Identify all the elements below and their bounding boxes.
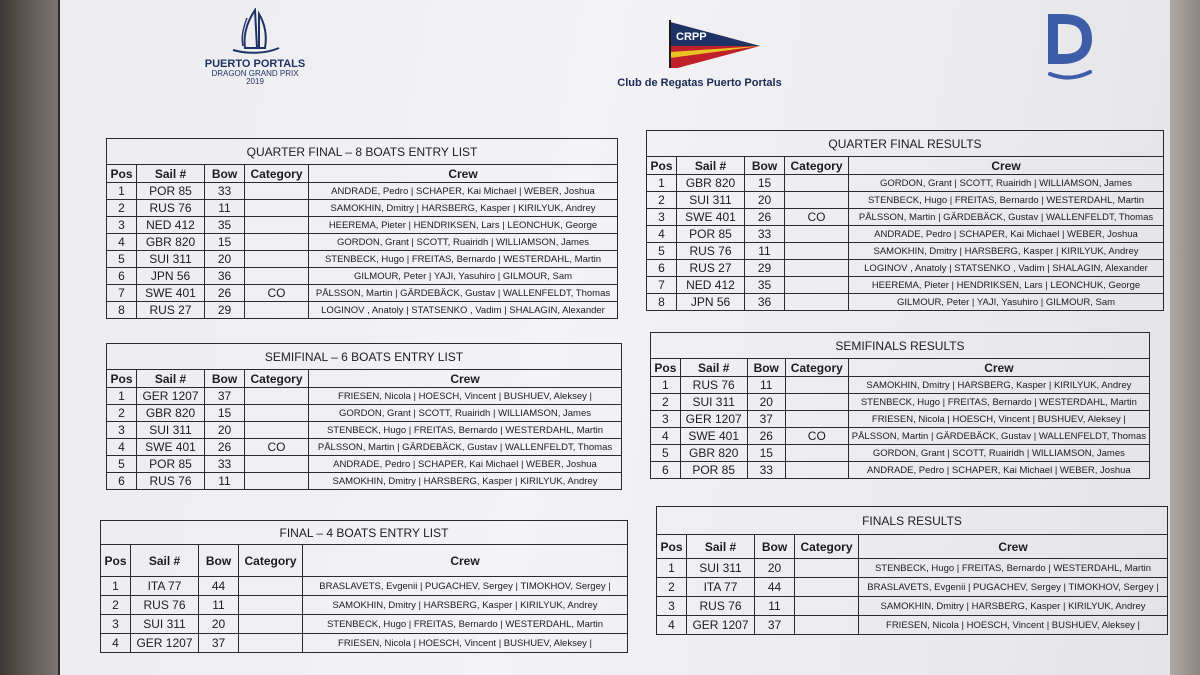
dgp-logo-title: PUERTO PORTALS [204,58,306,70]
table-row [651,411,1150,428]
bow-number-cell: 11 [205,200,245,217]
category-cell [245,388,309,405]
category-cell [785,192,849,209]
position-cell: 2 [107,405,137,422]
table-row [107,234,618,251]
position-cell: 5 [107,456,137,473]
crew-cell: SAMOKHIN, Dmitry | HARSBERG, Kasper | KIRILYUK, Andrey [848,377,1149,394]
position-cell: 1 [651,377,681,394]
table-row [107,456,622,473]
category-cell [785,226,849,243]
position-cell: 4 [651,428,681,445]
table-row [647,209,1164,226]
position-cell: 4 [647,226,677,243]
position-cell: 8 [107,302,137,319]
category-cell [245,302,309,319]
sail-number-cell: RUS 76 [687,597,755,616]
sail-number-cell: SWE 401 [677,209,745,226]
col-header-bow: Bow [205,370,245,388]
table-row [107,439,622,456]
bow-number-cell: 35 [205,217,245,234]
table-row [657,559,1168,578]
position-cell: 1 [101,577,131,596]
sail-number-cell: RUS 76 [680,377,747,394]
col-header-bow: Bow [205,165,245,183]
sail-number-cell: GBR 820 [680,445,747,462]
crew-cell: HEEREMA, Pieter | HENDRIKSEN, Lars | LEONCHUK, George [309,217,618,234]
position-cell: 5 [647,243,677,260]
category-cell [239,577,303,596]
dragon-grand-prix-logo [200,8,310,86]
crew-cell: GORDON, Grant | SCOTT, Ruairidh | WILLIAMSON, James [848,445,1149,462]
category-cell [785,243,849,260]
bow-number-cell: 35 [745,277,785,294]
sail-number-cell: GER 1207 [137,388,205,405]
sail-number-cell: SWE 401 [137,285,205,302]
bow-number-cell: 33 [747,462,785,479]
category-cell: CO [245,439,309,456]
crew-cell: STENBECK, Hugo | FREITAS, Bernardo | WESTERDAHL, Martin [309,251,618,268]
crew-cell: STENBECK, Hugo | FREITAS, Bernardo | WESTERDAHL, Martin [848,394,1149,411]
dgp-logo-year: 2019 [246,77,264,86]
table-row [107,268,618,285]
position-cell: 3 [101,615,131,634]
sail-number-cell: RUS 27 [677,260,745,277]
table-row [101,634,628,653]
position-cell: 2 [107,200,137,217]
position-cell: 5 [107,251,137,268]
category-cell [245,183,309,200]
bow-number-cell: 37 [199,634,239,653]
table-row [107,251,618,268]
position-cell: 4 [107,439,137,456]
crpp-flag-text: CRPP [675,31,707,43]
crew-cell: ANDRADE, Pedro | SCHAPER, Kai Michael | WEBER, Joshua [309,456,622,473]
category-cell [785,277,849,294]
sail-number-cell: RUS 76 [131,596,199,615]
final-entry-table [100,520,628,653]
sail-number-cell: ITA 77 [687,578,755,597]
crew-cell: STENBECK, Hugo | FREITAS, Bernardo | WESTERDAHL, Martin [849,192,1164,209]
position-cell: 2 [657,578,687,597]
bow-number-cell: 20 [747,394,785,411]
sail-number-cell: NED 412 [137,217,205,234]
category-cell [795,559,859,578]
position-cell: 1 [647,175,677,192]
crew-cell: STENBECK, Hugo | FREITAS, Bernardo | WESTERDAHL, Martin [309,422,622,439]
crew-cell: PÅLSSON, Martin | GÄRDEBÄCK, Gustav | WALLENFELDT, Thomas [309,439,622,456]
crpp-logo [612,18,787,89]
table-row [651,377,1150,394]
bow-number-cell: 11 [205,473,245,490]
semifinal-entry-table [106,343,622,490]
category-cell [245,251,309,268]
col-header-crew: Crew [849,157,1164,175]
sail-number-cell: RUS 76 [137,200,205,217]
crew-cell: FRIESEN, Nicola | HOESCH, Vincent | BUSHUEV, Aleksey | [859,616,1168,635]
position-cell: 1 [657,559,687,578]
col-header-sail: Sail # [687,535,755,559]
col-header-crew: Crew [303,545,628,577]
position-cell: 6 [107,473,137,490]
position-cell: 3 [657,597,687,616]
quarter-final-entry-table [106,138,618,319]
table-row [647,226,1164,243]
crew-cell: GORDON, Grant | SCOTT, Ruairidh | WILLIAMSON, James [309,234,618,251]
crew-cell: ANDRADE, Pedro | SCHAPER, Kai Michael | WEBER, Joshua [848,462,1149,479]
category-cell [795,616,859,635]
sail-number-cell: SUI 311 [131,615,199,634]
semifinal-results-table [650,332,1150,479]
position-cell: 6 [107,268,137,285]
table-row [657,616,1168,635]
crew-cell: LOGINOV , Anatoly | STATSENKO , Vadim | SHALAGIN, Alexander [849,260,1164,277]
category-cell: CO [785,428,848,445]
category-cell [785,411,848,428]
category-cell [239,615,303,634]
table-title: SEMIFINAL – 6 BOATS ENTRY LIST [107,344,622,370]
position-cell: 7 [647,277,677,294]
sail-number-cell: POR 85 [677,226,745,243]
crew-cell: PÅLSSON, Martin | GÄRDEBÄCK, Gustav | WALLENFELDT, Thomas [848,428,1149,445]
crew-cell: ANDRADE, Pedro | SCHAPER, Kai Michael | WEBER, Joshua [309,183,618,200]
sail-number-cell: RUS 76 [677,243,745,260]
bow-number-cell: 20 [205,422,245,439]
sail-number-cell: SUI 311 [677,192,745,209]
col-header-crew: Crew [309,370,622,388]
table-row [107,388,622,405]
table-title: SEMIFINALS RESULTS [651,333,1150,359]
bow-number-cell: 11 [747,377,785,394]
table-row [101,615,628,634]
bow-number-cell: 15 [205,405,245,422]
table-row [657,597,1168,616]
sail-number-cell: SWE 401 [137,439,205,456]
table-row [647,277,1164,294]
d-brand-logo [1040,6,1100,86]
sail-number-cell: GER 1207 [687,616,755,635]
category-cell [245,234,309,251]
sail-number-cell: SUI 311 [680,394,747,411]
bow-number-cell: 11 [199,596,239,615]
position-cell: 3 [107,217,137,234]
table-row [101,577,628,596]
crew-cell: ANDRADE, Pedro | SCHAPER, Kai Michael | WEBER, Joshua [849,226,1164,243]
sail-number-cell: SUI 311 [687,559,755,578]
table-row [107,183,618,200]
category-cell: CO [245,285,309,302]
position-cell: 2 [647,192,677,209]
col-header-category: Category [245,165,309,183]
bow-number-cell: 26 [205,439,245,456]
col-header-sail: Sail # [680,359,747,377]
col-header-pos: Pos [651,359,681,377]
bow-number-cell: 29 [745,260,785,277]
col-header-pos: Pos [101,545,131,577]
col-header-category: Category [785,157,849,175]
table-row [657,578,1168,597]
crew-cell: PÅLSSON, Martin | GÄRDEBÄCK, Gustav | WALLENFELDT, Thomas [849,209,1164,226]
sail-number-cell: GBR 820 [137,234,205,251]
bow-number-cell: 44 [199,577,239,596]
sail-number-cell: RUS 27 [137,302,205,319]
category-cell [245,268,309,285]
bow-number-cell: 36 [745,294,785,311]
category-cell [785,294,849,311]
col-header-pos: Pos [657,535,687,559]
sail-number-cell: GER 1207 [131,634,199,653]
table-row [651,445,1150,462]
table-row [107,422,622,439]
table-title: QUARTER FINAL – 8 BOATS ENTRY LIST [107,139,618,165]
bow-number-cell: 26 [745,209,785,226]
col-header-bow: Bow [747,359,785,377]
position-cell: 1 [107,388,137,405]
category-cell [785,175,849,192]
col-header-pos: Pos [107,165,137,183]
crpp-club-name: Club de Regatas Puerto Portals [617,77,782,89]
bow-number-cell: 37 [747,411,785,428]
sail-number-cell: JPN 56 [137,268,205,285]
col-header-category: Category [245,370,309,388]
table-row [107,473,622,490]
table-row [101,596,628,615]
col-header-pos: Pos [647,157,677,175]
position-cell: 2 [651,394,681,411]
position-cell: 2 [101,596,131,615]
quarter-final-results-table [646,130,1164,311]
category-cell [245,456,309,473]
crew-cell: SAMOKHIN, Dmitry | HARSBERG, Kasper | KIRILYUK, Andrey [303,596,628,615]
bow-number-cell: 37 [755,616,795,635]
col-header-bow: Bow [745,157,785,175]
table-row [647,294,1164,311]
table-row [107,217,618,234]
crew-cell: HEEREMA, Pieter | HENDRIKSEN, Lars | LEONCHUK, George [849,277,1164,294]
bow-number-cell: 20 [205,251,245,268]
position-cell: 7 [107,285,137,302]
bow-number-cell: 20 [755,559,795,578]
bow-number-cell: 26 [747,428,785,445]
position-cell: 3 [647,209,677,226]
crew-cell: PÅLSSON, Martin | GÄRDEBÄCK, Gustav | WALLENFELDT, Thomas [309,285,618,302]
table-title: FINALS RESULTS [657,507,1168,535]
bow-number-cell: 15 [747,445,785,462]
col-header-sail: Sail # [137,370,205,388]
sail-number-cell: ITA 77 [131,577,199,596]
sailboat-icon [225,8,285,54]
position-cell: 6 [647,260,677,277]
category-cell [245,405,309,422]
crew-cell: SAMOKHIN, Dmitry | HARSBERG, Kasper | KIRILYUK, Andrey [309,473,622,490]
crew-cell: FRIESEN, Nicola | HOESCH, Vincent | BUSHUEV, Aleksey | [848,411,1149,428]
sail-number-cell: SUI 311 [137,251,205,268]
crpp-pennant-icon [640,18,760,68]
position-cell: 8 [647,294,677,311]
table-row [651,428,1150,445]
category-cell [239,596,303,615]
category-cell [785,462,848,479]
bow-number-cell: 20 [199,615,239,634]
sail-number-cell: RUS 76 [137,473,205,490]
crew-cell: GORDON, Grant | SCOTT, Ruairidh | WILLIAMSON, James [309,405,622,422]
sail-number-cell: POR 85 [137,456,205,473]
position-cell: 4 [657,616,687,635]
table-row [647,175,1164,192]
category-cell [785,377,848,394]
sail-number-cell: GBR 820 [137,405,205,422]
crew-cell: SAMOKHIN, Dmitry | HARSBERG, Kasper | KIRILYUK, Andrey [849,243,1164,260]
table-row [107,200,618,217]
crew-cell: LOGINOV , Anatoly | STATSENKO , Vadim | SHALAGIN, Alexander [309,302,618,319]
position-cell: 4 [101,634,131,653]
table-row [651,394,1150,411]
dgp-logo-subtitle: DRAGON GRAND PRIX [211,69,299,78]
position-cell: 3 [651,411,681,428]
bow-number-cell: 29 [205,302,245,319]
position-cell: 6 [651,462,681,479]
crew-cell: FRIESEN, Nicola | HOESCH, Vincent | BUSHUEV, Aleksey | [309,388,622,405]
category-cell [785,394,848,411]
crew-cell: SAMOKHIN, Dmitry | HARSBERG, Kasper | KIRILYUK, Andrey [859,597,1168,616]
bow-number-cell: 37 [205,388,245,405]
col-header-crew: Crew [848,359,1149,377]
sail-number-cell: NED 412 [677,277,745,294]
table-row [107,302,618,319]
bow-number-cell: 44 [755,578,795,597]
sail-number-cell: POR 85 [680,462,747,479]
category-cell [795,578,859,597]
table-row [647,260,1164,277]
crew-cell: FRIESEN, Nicola | HOESCH, Vincent | BUSHUEV, Aleksey | [303,634,628,653]
bow-number-cell: 33 [205,456,245,473]
bow-number-cell: 15 [745,175,785,192]
position-cell: 4 [107,234,137,251]
table-row [647,243,1164,260]
crew-cell: GILMOUR, Peter | YAJI, Yasuhiro | GILMOUR, Sam [849,294,1164,311]
sail-number-cell: GBR 820 [677,175,745,192]
sail-number-cell: GER 1207 [680,411,747,428]
crew-cell: BRASLAVETS, Evgenii | PUGACHEV, Sergey | TIMOKHOV, Sergey | [303,577,628,596]
final-results-table [656,506,1168,635]
position-cell: 1 [107,183,137,200]
category-cell [785,260,849,277]
col-header-crew: Crew [859,535,1168,559]
table-row [107,285,618,302]
category-cell [245,217,309,234]
bow-number-cell: 11 [755,597,795,616]
category-cell [245,473,309,490]
bow-number-cell: 15 [205,234,245,251]
bow-number-cell: 33 [745,226,785,243]
position-cell: 3 [107,422,137,439]
table-row [647,192,1164,209]
category-cell [239,634,303,653]
category-cell: CO [785,209,849,226]
sail-number-cell: SWE 401 [680,428,747,445]
col-header-sail: Sail # [137,165,205,183]
category-cell [245,200,309,217]
category-cell [245,422,309,439]
col-header-category: Category [795,535,859,559]
col-header-sail: Sail # [677,157,745,175]
crew-cell: STENBECK, Hugo | FREITAS, Bernardo | WESTERDAHL, Martin [303,615,628,634]
bow-number-cell: 11 [745,243,785,260]
table-title: QUARTER FINAL RESULTS [647,131,1164,157]
sail-number-cell: POR 85 [137,183,205,200]
sail-number-cell: JPN 56 [677,294,745,311]
col-header-category: Category [239,545,303,577]
table-title: FINAL – 4 BOATS ENTRY LIST [101,521,628,545]
crew-cell: SAMOKHIN, Dmitry | HARSBERG, Kasper | KIRILYUK, Andrey [309,200,618,217]
monitor-bezel-left [0,0,62,675]
table-row [107,405,622,422]
col-header-bow: Bow [755,535,795,559]
bow-number-cell: 36 [205,268,245,285]
col-header-sail: Sail # [131,545,199,577]
bow-number-cell: 26 [205,285,245,302]
table-row [651,462,1150,479]
col-header-pos: Pos [107,370,137,388]
col-header-bow: Bow [199,545,239,577]
sail-number-cell: SUI 311 [137,422,205,439]
crew-cell: BRASLAVETS, Evgenii | PUGACHEV, Sergey | TIMOKHOV, Sergey | [859,578,1168,597]
col-header-category: Category [785,359,848,377]
bow-number-cell: 33 [205,183,245,200]
crew-cell: GILMOUR, Peter | YAJI, Yasuhiro | GILMOUR, Sam [309,268,618,285]
crew-cell: GORDON, Grant | SCOTT, Ruairidh | WILLIAMSON, James [849,175,1164,192]
position-cell: 5 [651,445,681,462]
category-cell [785,445,848,462]
col-header-crew: Crew [309,165,618,183]
bow-number-cell: 20 [745,192,785,209]
crew-cell: STENBECK, Hugo | FREITAS, Bernardo | WESTERDAHL, Martin [859,559,1168,578]
category-cell [795,597,859,616]
